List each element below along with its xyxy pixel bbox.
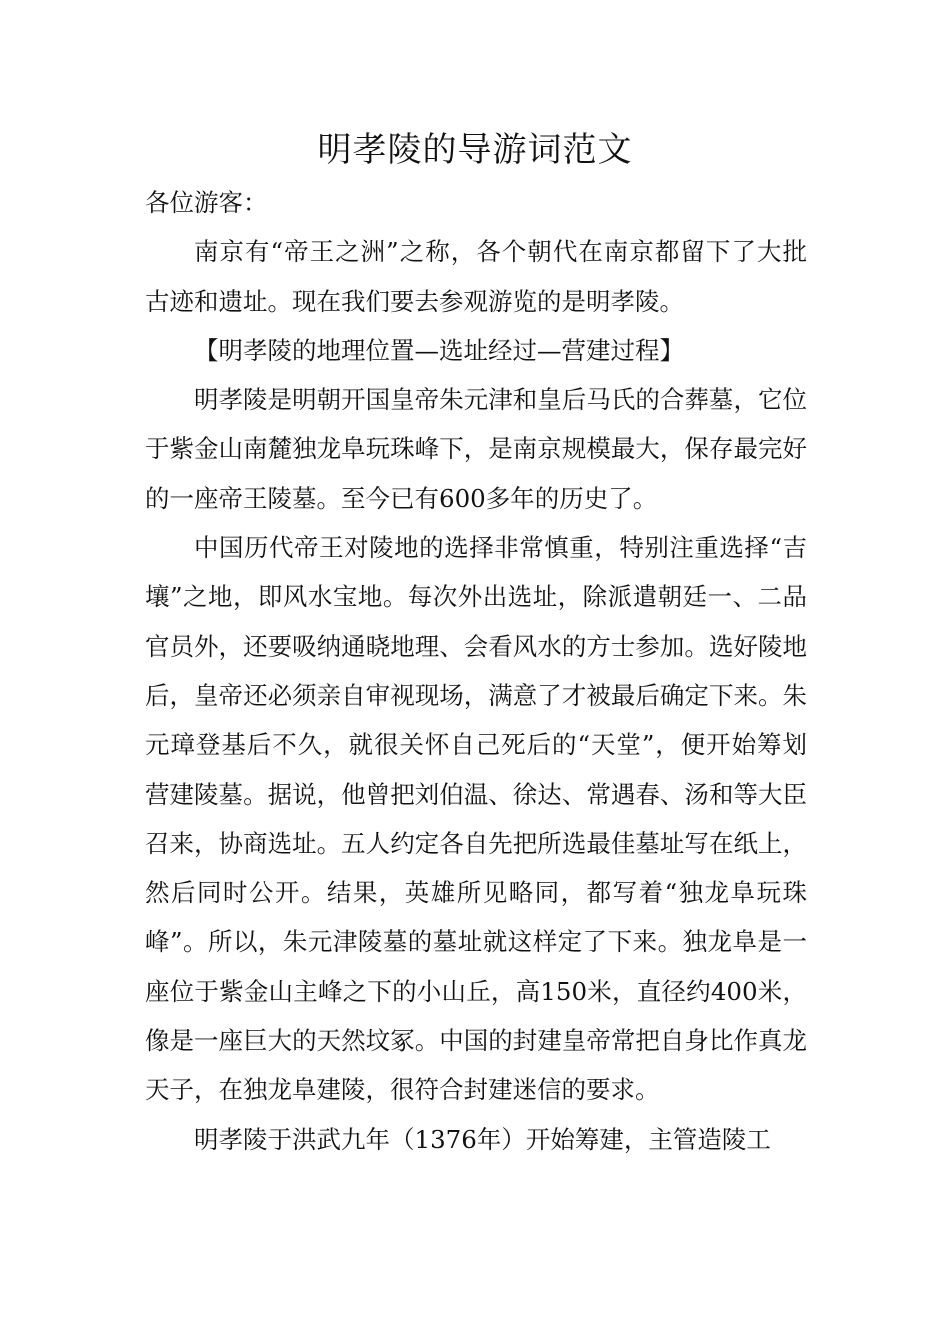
document-title: 明孝陵的导游词范文 <box>317 130 633 170</box>
greeting-line: 各位游客： <box>145 188 268 217</box>
section-heading: 【明孝陵的地理位置—选址经过—营建过程】 <box>194 335 684 365</box>
paragraph-location: 明孝陵是明朝开国皇帝朱元津和皇后马氏的合葬墓，它位于紫金山南麓独龙阜玩珠峰下，是南京规模最大，保存最完好的一座帝王陵墓。至今已有600多年的历史了。 <box>145 385 807 513</box>
paragraph-site-selection: 中国历代帝王对陵地的选择非常慎重，特别注重选择“吉壤”之地，即风水宝地。每次外出选址，除派遣朝廷一、二品官员外，还要吸纳通晓地理、会看风水的方士参加。选好陵地后，皇帝还必须亲自审视现场，满意了才被最后确定下来。朱元璋登基后不久，就很关怀自己死后的“天堂”，便开始筹划营建陵墓。据说，他曾把刘伯温、徐达、常遇春、汤和等大臣召来，协商选址。五人约定各自先把所选最佳墓址写在纸上，然后同时公开。结果，英雄所见略同，都写着“独龙阜玩珠峰”。所以，朱元津陵墓的墓址就这样定了下来。独龙阜是一座位于紫金山主峰之下的小山丘，高150米，直径约400米，像是一座巨大的天然坟冢。中国的封建皇帝常把自身比作真龙天子，在独龙阜建陵，很符合封建迷信的要求。 <box>145 533 807 1105</box>
document-body <box>145 178 807 1164</box>
paragraph-intro: 南京有“帝王之洲”之称，各个朝代在南京都留下了大批古迹和遗址。现在我们要去参观游览的是明孝陵。 <box>145 237 807 316</box>
paragraph-construction: 明孝陵于洪武九年（1376年）开始筹建，主管造陵工 <box>194 1124 771 1154</box>
